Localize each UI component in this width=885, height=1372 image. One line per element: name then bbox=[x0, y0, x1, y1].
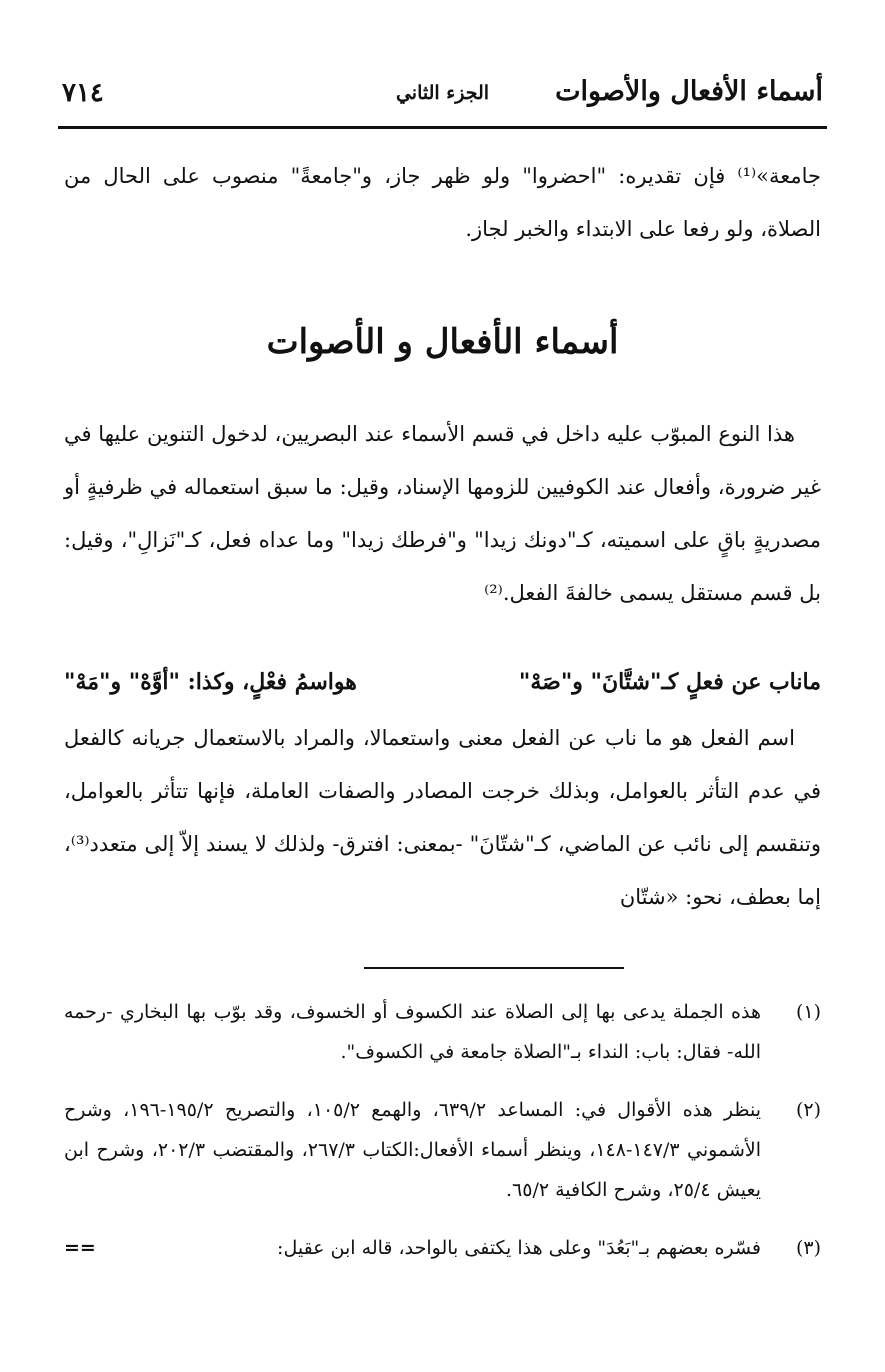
continuation-mark: == bbox=[64, 1237, 96, 1259]
footnote-text: فسّره بعضهم بـ"بَعُدَ" وعلى هذا يكتفى بالواحد، قاله ابن عقيل: bbox=[277, 1237, 761, 1259]
explanation-paragraph: اسم الفعل هو ما ناب عن الفعل معنى واستعمالا، والمراد بالاستعمال جريانه كالفعل في عدم التأثر بالعوامل، وبذلك خرجت المصادر والصفات العاملة، فإنها تتأثر بالعوامل، وتنقسم إلى نائب عن الماضي، كـ"شتّانَ" -بمعنى: افترق- ولذلك لا يسند إلاّ إلى متعدد⁽³⁾، إما بعطف، نحو: «شتّان bbox=[64, 726, 821, 909]
book-title: أسماء الأفعال والأصوات bbox=[555, 76, 823, 107]
footnote-text: ينظر هذه الأقوال في: المساعد ٦٣٩/٢، والهمع ١٠٥/٢، والتصريح ١٩٥/٢-١٩٦، وشرح الأشموني ١٤٧/٣-١٤٨، وينظر أسماء الأفعال:الكتاب ٢٦٧/٣، والمقتضب ٢٠٢/٣، وشرح ابن يعيش ٢٥/٤، وشرح الكافية ٦٥/٢. bbox=[64, 1099, 762, 1201]
definition-paragraph: هذا النوع المبوّب عليه داخل في قسم الأسماء عند البصريين، لدخول التنوين عليها في غير ضرورة، وأفعال عند الكوفيين للزومها الإسناد، وقيل: ما سبق استعماله في ظرفيةٍ أو مصدريةٍ باقٍ على اسميته، كـ"دونك زيدا" و"فرطك زيدا" وما عداه فعل، كـ"نَزالِ"، وقيل: بل قسم مستقل يسمى خالفةَ الفعل.⁽²⁾ bbox=[64, 422, 821, 605]
page-number: ٧١٤ bbox=[62, 78, 104, 108]
footnote-separator bbox=[364, 967, 624, 969]
header-rule bbox=[58, 126, 827, 129]
footnote-number: (٢) bbox=[795, 1099, 821, 1121]
footnote-2 bbox=[64, 1090, 821, 1210]
footnote-3 bbox=[64, 1228, 821, 1268]
verse-hemistich-1: ماناب عن فعلٍ كـ"شتَّانَ" و"صَهْ" bbox=[518, 669, 821, 695]
footnote-number: (١) bbox=[795, 1001, 821, 1023]
part-label: الجزء الثاني bbox=[395, 82, 490, 104]
verse-line bbox=[64, 661, 821, 705]
footnote-1 bbox=[64, 992, 821, 1072]
running-header bbox=[62, 76, 823, 116]
footnote-text: هذه الجملة يدعى بها إلى الصلاة عند الكسوف أو الخسوف، وقد بوّب بها البخاري -رحمه الله- فقال: باب: النداء بـ"الصلاة جامعة في الكسوف". bbox=[64, 1001, 761, 1063]
footnote-number: (٣) bbox=[795, 1237, 821, 1259]
verse-hemistich-2: هواسمُ فعْلٍ، وكذا: "أوَّهْ" و"مَهْ" bbox=[64, 669, 357, 695]
intro-paragraph: جامعة»⁽¹⁾ فإن تقديره: "احضروا" ولو ظهر جاز، و"جامعةً" منصوب على الحال من الصلاة، ولو رفعا على الابتداء والخبر لجاز. bbox=[64, 164, 821, 241]
section-title: أسماء الأفعال و الأصوات bbox=[266, 322, 619, 362]
